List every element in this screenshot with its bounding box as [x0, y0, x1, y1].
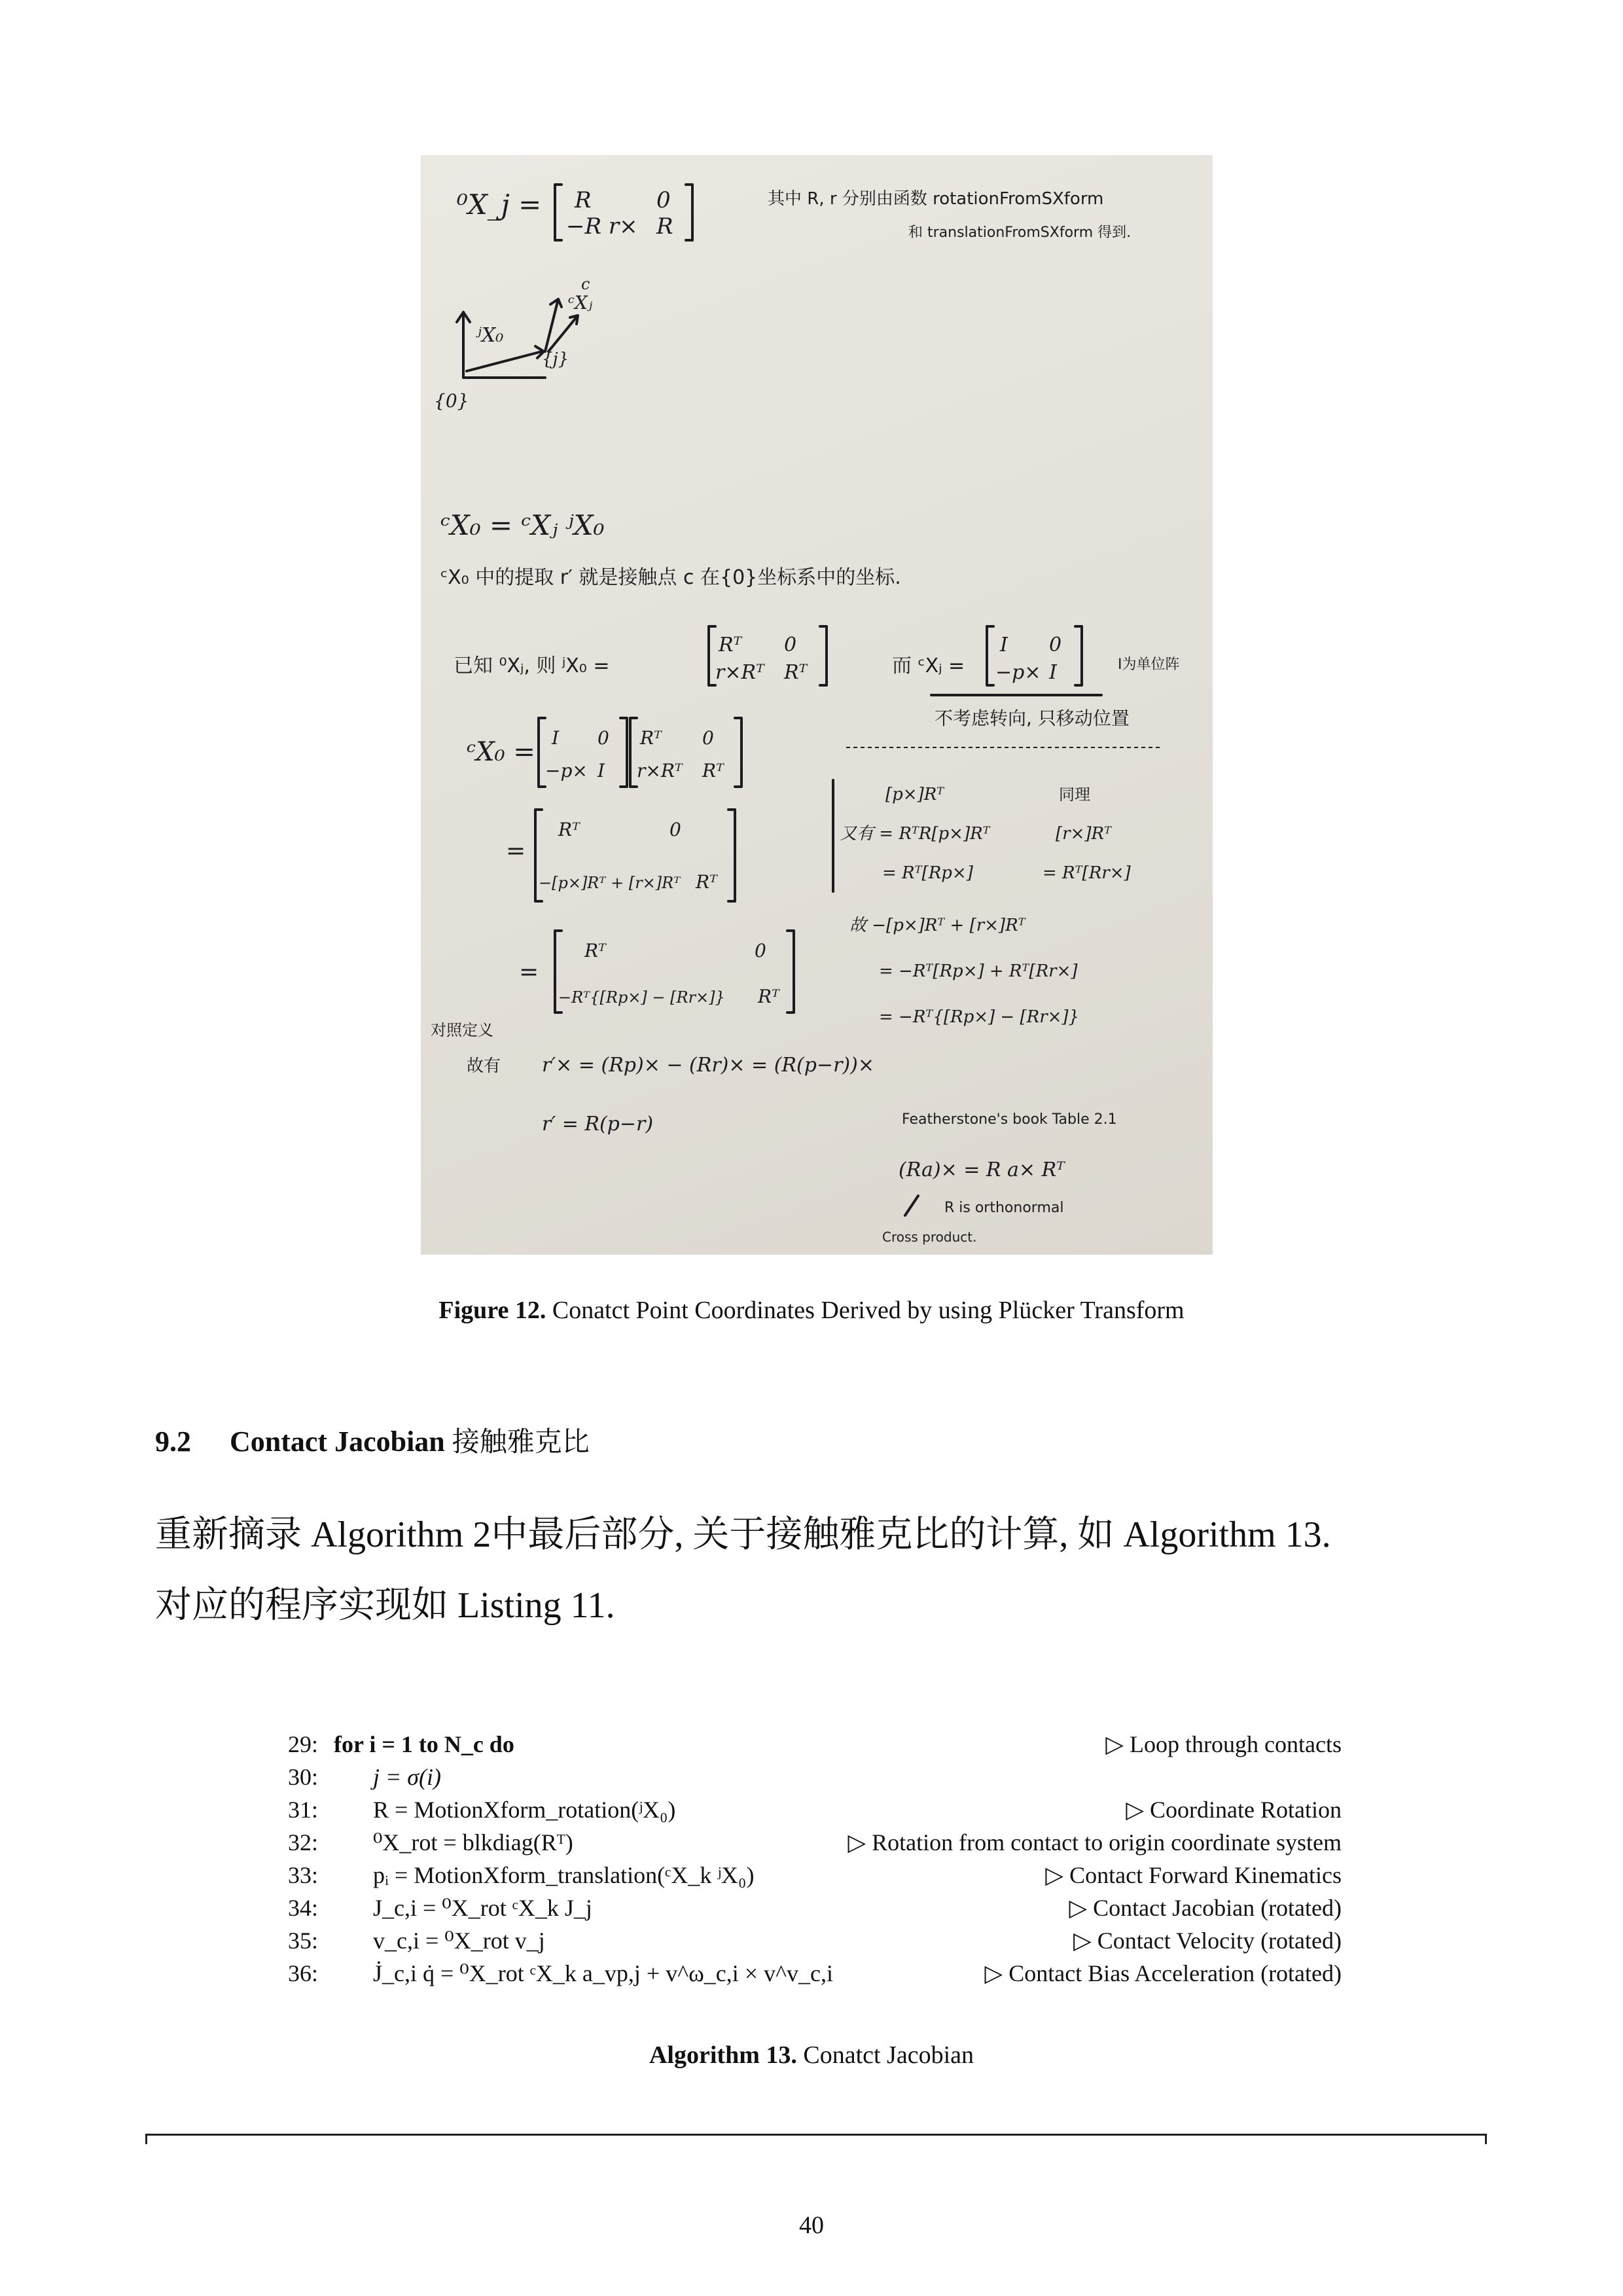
line-number: 30: [288, 1764, 319, 1790]
hw-note-no-rot: 不考虑转向, 只移动位置 [935, 708, 1130, 729]
hw-m1-r1c2: 0 [656, 187, 671, 213]
hw-step2-c: −Rᵀ{[Rp×] − [Rr×]} [558, 988, 725, 1007]
hw-m3-r1c1: I [1000, 634, 1008, 656]
hw-step2-b: 0 [755, 940, 766, 961]
hw-m1-r2c2: R [656, 213, 673, 240]
hw-lbl-jx0: ʲX₀ [476, 324, 504, 347]
hw-m5-r1c1: Rᵀ [640, 727, 662, 749]
paragraph-line-2: 对应的程序实现如 Listing 11. [155, 1585, 615, 1626]
hw-side1: [p×]Rᵀ [885, 785, 944, 804]
line-code: R = MotionXform_rotation(ʲX₀) [373, 1797, 676, 1823]
paragraph-line-1: 重新摘录 Algorithm 2中最后部分, 关于接触雅克比的计算, 如 Algorithm 13. [155, 1515, 1331, 1555]
figure-caption-text: Conatct Point Coordinates Derived by using Plücker Transform [552, 1297, 1185, 1324]
line-comment: ▷ Loop through contacts [1105, 1731, 1342, 1757]
hw-eq-cx0: ᶜX₀ = ᶜXⱼ ʲX₀ [440, 509, 605, 541]
line-code: for i = 1 to N_c do [334, 1731, 514, 1757]
line-number: 31: [288, 1797, 319, 1823]
hw-step1-a: Rᵀ [558, 819, 580, 840]
line-comment: ▷ Rotation from contact to origin coordinate system [847, 1829, 1342, 1856]
handwriting-svg [421, 155, 1213, 1255]
algorithm-line [288, 1924, 1342, 1957]
hw-side3b: = Rᵀ[Rr×] [1043, 863, 1131, 883]
hw-m2-r1c1: Rᵀ [719, 634, 742, 656]
hw-lbl-c: c [581, 275, 590, 293]
hw-m4-r2c2: I [597, 760, 605, 781]
frame-arrow-j [467, 346, 544, 371]
hw-m5-r2c1: r×Rᵀ [637, 760, 683, 781]
hw-side5: = −Rᵀ[Rp×] + Rᵀ[Rr×] [879, 961, 1078, 981]
algorithm-caption [0, 2041, 1623, 2070]
hw-ref3: R is orthonormal [944, 1200, 1064, 1216]
page-number: 40 [799, 2212, 824, 2239]
hw-lbl-j: {j} [542, 350, 569, 369]
section-heading [155, 1420, 590, 1460]
m4-bracket-l [539, 718, 545, 787]
m5-bracket-r [735, 718, 741, 787]
m3-bracket-l [987, 626, 993, 685]
line-code: j = σ(i) [373, 1764, 442, 1790]
line-number: 34: [288, 1895, 319, 1921]
hw-step1-c: −[p×]Rᵀ + [r×]Rᵀ [539, 874, 681, 892]
hw-side2: 又有 = RᵀR[p×]Rᵀ [840, 824, 990, 844]
section-number: 9.2 [155, 1426, 191, 1458]
hw-line-known: 已知 ⁰Xⱼ, 则 ʲX₀ = [454, 655, 610, 677]
hw-note1: 其中 R, r 分别由函数 rotationFromSXform [768, 189, 1104, 209]
bracket-left [555, 185, 562, 240]
hw-final1: r′× = (Rp)× − (Rr)× = (R(p−r))× [542, 1054, 874, 1077]
hw-side4: 故 −[p×]Rᵀ + [r×]Rᵀ [849, 916, 1026, 935]
hw-m2-r1c2: 0 [784, 634, 797, 656]
s1-bracket-r [728, 810, 735, 901]
hw-m1-r2c1: −R r× [566, 213, 638, 240]
line-comment: ▷ Coordinate Rotation [1126, 1797, 1342, 1823]
hw-m4-r1c2: 0 [597, 727, 609, 749]
hw-m3-r2c1: −p× [995, 661, 1041, 684]
line-comment: ▷ Contact Jacobian (rotated) [1069, 1895, 1342, 1921]
hw-lbl-cxj: ᶜXⱼ [568, 292, 593, 314]
hw-m3-r2c2: I [1049, 661, 1057, 684]
footer-rule [145, 2134, 1487, 2136]
hw-line-er: 而 ᶜXⱼ = [892, 655, 965, 677]
algorithm-block [288, 1728, 1342, 1990]
figure-caption [0, 1296, 1623, 1325]
footer-rule-tick-left [145, 2134, 147, 2144]
m2-bracket-l [709, 626, 715, 685]
hw-line-cx0-zh: ᶜX₀ 中的提取 r′ 就是接触点 c 在{0}坐标系中的坐标. [440, 566, 901, 589]
algorithm-line [288, 1892, 1342, 1924]
line-comment: ▷ Contact Forward Kinematics [1045, 1862, 1342, 1888]
hw-note2: 和 translationFromSXform 得到. [908, 224, 1132, 241]
hw-note-unit: I为单位阵 [1118, 656, 1180, 673]
bracket-right [686, 185, 692, 240]
m2-bracket-r [820, 626, 827, 685]
algorithm-line [288, 1826, 1342, 1859]
line-number: 32: [288, 1829, 319, 1856]
algorithm-line [288, 1728, 1342, 1761]
algorithm-line [288, 1957, 1342, 1990]
hw-ref2: (Ra)× = R a× Rᵀ [899, 1158, 1065, 1181]
line-code: J̇_c,i q̇ = ⁰X_rot ᶜX_k a_vp,j + v^ω_c,i × v^v_c,i [373, 1960, 833, 1986]
section-title: Contact Jacobian [230, 1426, 445, 1458]
hw-m5-r1c2: 0 [702, 727, 714, 749]
hw-side1b: 同理 [1059, 785, 1090, 804]
hw-m2-r2c2: Rᵀ [784, 661, 808, 684]
ref-arrow [905, 1196, 918, 1215]
hw-m4-r1c1: I [552, 727, 560, 749]
m3-bracket-r [1075, 626, 1082, 685]
m5-bracket-l [630, 718, 637, 787]
hw-side3: = Rᵀ[Rp×] [882, 863, 973, 883]
hw-step2-eq: = [519, 959, 539, 986]
line-number: 33: [288, 1862, 319, 1888]
hw-cx0-eq: ᶜX₀ = [467, 737, 535, 767]
hw-side6: = −Rᵀ{[Rp×] − [Rr×]} [879, 1007, 1080, 1027]
algorithm-caption-text: Conatct Jacobian [803, 2041, 974, 2069]
hw-final2: r′ = R(p−r) [542, 1113, 654, 1136]
hw-step1-eq: = [506, 838, 526, 865]
algorithm-label: Algorithm 13. [649, 2041, 797, 2069]
line-comment: ▷ Contact Velocity (rotated) [1073, 1928, 1342, 1954]
hw-ref4: Cross product. [882, 1229, 977, 1245]
line-number: 29: [288, 1731, 319, 1757]
hw-side2b: [r×]Rᵀ [1056, 824, 1111, 844]
footer-rule-tick-right [1485, 2134, 1487, 2144]
algorithm-line [288, 1859, 1342, 1892]
line-code: pᵢ = MotionXform_translation(ᶜX_k ʲX₀) [373, 1862, 755, 1888]
algorithm-line [288, 1761, 1342, 1793]
line-number: 36: [288, 1960, 319, 1986]
hw-step2-d: Rᵀ [758, 986, 779, 1007]
hw-eq-top: ⁰X_j = [457, 188, 542, 221]
section-title-zh: 接触雅克比 [452, 1426, 590, 1458]
line-number: 35: [288, 1928, 319, 1954]
hw-m3-r1c2: 0 [1049, 634, 1062, 656]
hw-m5-r2c2: Rᵀ [702, 760, 724, 781]
hw-step1-d: Rᵀ [696, 871, 717, 893]
hw-step1-b: 0 [669, 819, 681, 840]
hw-m2-r2c1: r×Rᵀ [715, 661, 764, 684]
line-code: ⁰X_rot = blkdiag(Rᵀ) [373, 1829, 573, 1856]
hw-m4-r2c1: −p× [545, 760, 588, 781]
hw-lbl-0: {0} [434, 390, 469, 412]
hw-step2-a: Rᵀ [584, 940, 606, 961]
algorithm-line [288, 1793, 1342, 1826]
figure-label: Figure 12. [438, 1297, 546, 1324]
m4-bracket-r [620, 718, 627, 787]
hw-left-note2: 故有 [467, 1056, 501, 1076]
line-code: v_c,i = ⁰X_rot v_j [373, 1928, 545, 1954]
hw-left-note1: 对照定义 [431, 1021, 493, 1039]
hw-ref1: Featherstone's book Table 2.1 [902, 1111, 1117, 1128]
line-code: J_c,i = ⁰X_rot ᶜX_k J_j [373, 1895, 592, 1921]
hw-m1-r1c1: R [575, 187, 592, 213]
line-comment: ▷ Contact Bias Acceleration (rotated) [984, 1960, 1342, 1986]
handwritten-notes-photo [421, 155, 1213, 1255]
s2-bracket-r [787, 931, 794, 1013]
